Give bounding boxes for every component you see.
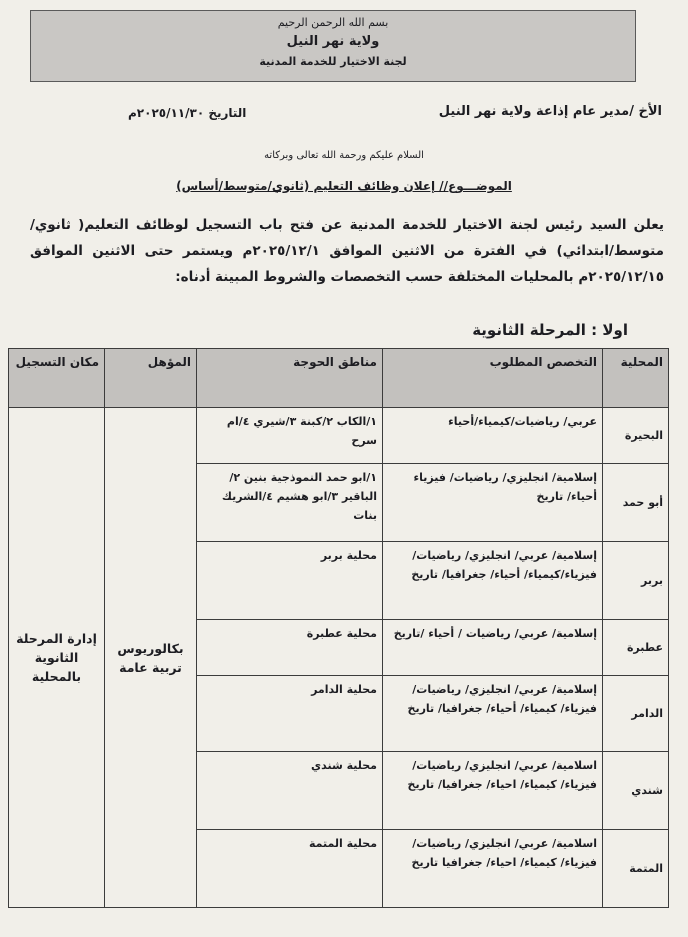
cell-specialization: عربي/ رياضيات/كيمياء/أحياء — [383, 408, 603, 464]
header-specialization: التخصص المطلوب — [383, 349, 603, 408]
cell-specialization: اسلامية/ عربي/ انجليزي/ رياضيات/ فيزياء/ كيمياء/ احياء/ جغرافيا تاريخ — [383, 830, 603, 908]
cell-locality: البحيرة — [603, 408, 669, 464]
cell-areas: ١/ابو حمد النموذجية بنين ٢/الباقير ٣/ابو هشيم ٤/الشريك بنات — [197, 464, 383, 542]
announcement-body: يعلن السيد رئيس لجنة الاختيار للخدمة المدنية عن فتح باب التسجيل لوظائف التعليم( ثانوي/متوسط/ابتدائي) في الفترة من الاثنين الموافق ٢٠٢٥/١٢/١م ويستمر حتى الاثنين الموافق ٢٠٢٥/١٢/١٥م بالمحليات المختلفة حسب التخصصات والشروط المبينة أدناه: — [30, 217, 664, 285]
letterhead — [30, 10, 636, 82]
committee-name: لجنة الاختيار للخدمة المدنية — [259, 55, 407, 68]
cell-locality: الدامر — [603, 676, 669, 752]
cell-locality: عطبرة — [603, 620, 669, 676]
vacancies-table — [8, 348, 669, 908]
cell-specialization: إسلامية/ عربي/ انجليزي/ رياضيات/ فيزياء/ كيمياء/ أحياء/ جغرافيا/ تاريخ — [383, 676, 603, 752]
cell-registration: إدارة المرحلة الثانوية بالمحلية — [9, 408, 105, 908]
state-name: ولاية نهر النيل — [286, 34, 380, 49]
header-qualification: المؤهل — [105, 349, 197, 408]
header-registration: مكان التسجيل — [9, 349, 105, 408]
cell-specialization: إسلامية/ انجليزي/ رياضيات/ فيزياء أحياء/ تاريخ — [383, 464, 603, 542]
cell-specialization: إسلامية/ عربي/ رياضيات / أحياء /تاريخ — [383, 620, 603, 676]
cell-areas: محلية الدامر — [197, 676, 383, 752]
cell-qualification: بكالوريوس تربية عامة — [105, 408, 197, 908]
greeting: السلام عليكم ورحمة الله تعالى وبركاته — [264, 150, 424, 161]
table-header-row — [9, 349, 669, 408]
cell-locality: أبو حمد — [603, 464, 669, 542]
header-locality: المحلية — [603, 349, 669, 408]
cell-locality: شندي — [603, 752, 669, 830]
table-row — [9, 408, 669, 464]
header-areas: مناطق الحوجة — [197, 349, 383, 408]
cell-areas: محلية شندي — [197, 752, 383, 830]
cell-areas: محلية بربر — [197, 542, 383, 620]
letter-date: التاريخ ٢٠٢٥/١١/٣٠م — [128, 106, 247, 120]
cell-specialization: اسلامية/ عربي/ انجليزي/ رياضيات/ فيزياء/ كيمياء/ احياء/ جغرافيا/ تاريخ — [383, 752, 603, 830]
subject-line: الموضـــوع// إعلان وظائف التعليم (ثانوي/متوسط/أساس) — [176, 179, 512, 193]
cell-areas: محلية عطبرة — [197, 620, 383, 676]
cell-locality: المتمة — [603, 830, 669, 908]
cell-areas: ١/الكاب ٢/كبنة ٣/شيري ٤/ام سرح — [197, 408, 383, 464]
section-title: اولا : المرحلة الثانوية — [472, 321, 628, 339]
cell-specialization: إسلامية/ عربي/ انجليزي/ رياضيات/ فيزياء/كيمياء/ أحياء/ جغرافيا/ تاريخ — [383, 542, 603, 620]
cell-locality: بربر — [603, 542, 669, 620]
basmala: بسم الله الرحمن الرحيم — [277, 16, 389, 29]
addressee: الأخ /مدير عام إذاعة ولاية نهر النيل — [438, 104, 662, 119]
cell-areas: محلية المتمة — [197, 830, 383, 908]
